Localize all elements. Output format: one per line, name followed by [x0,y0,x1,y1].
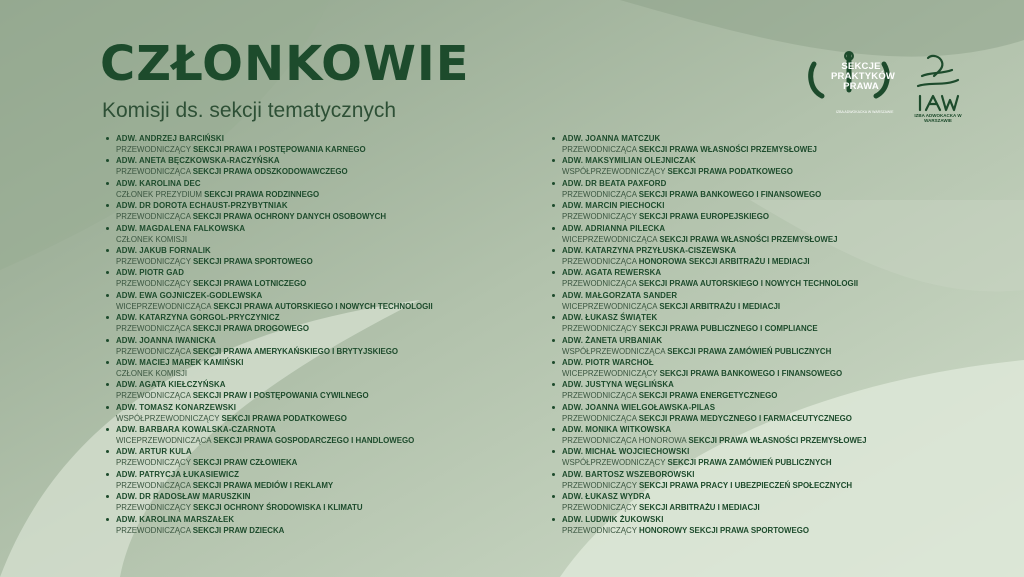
member-role [116,481,333,491]
member-name: ADW. JOANNA IWANICKA [116,335,216,345]
bullet-icon [552,383,555,386]
sections-logo-text: SEKCJE PRAKTYKÓW PRAWA [831,61,896,92]
member-entry [106,179,526,201]
bullet-icon [552,518,555,521]
member-section: SEKCJI PRAWA I POSTĘPOWANIA KARNEGO [193,145,366,154]
member-role-title: PRZEWODNICZĄCY [116,256,191,266]
member-name: ADW. AGATA KIEŁCZYŃSKA [116,380,226,390]
member-entry [106,291,526,313]
bullet-icon [552,428,555,431]
bullet-icon [552,406,555,409]
member-section: SEKCJI PRAWA BANKOWEGO I FINANSOWEGO [638,189,822,199]
member-role-title: CZŁONEK KOMISJI [116,234,188,244]
member-role-title: WSPÓŁPRZEWODNICZĄCY [116,413,220,423]
bullet-icon [106,316,109,319]
member-role-title: PRZEWODNICZĄCA [116,346,191,356]
member-role-title: PRZEWODNICZĄCY [562,212,637,222]
member-entry [552,336,972,358]
member-name: ADW. ŁUKASZ ŚWIĄTEK [562,313,658,323]
bullet-icon [552,294,555,297]
member-name: ADW. PIOTR WARCHOŁ [562,357,654,367]
member-name: ADW. PATRYCJA ŁUKASIEWICZ [116,469,240,479]
member-name: ADW. MONIKA WITKOWSKA [562,425,672,435]
member-role [116,503,363,513]
member-name: ADW. MARCIN PIECHOCKI [562,201,665,211]
member-role-title: PRZEWODNICZĄCA [562,391,637,401]
member-entry [106,313,526,335]
member-section: SEKCJI PRAWA WŁASNOŚCI PRZEMYSŁOWEJ [688,436,867,446]
member-name: ADW. JAKUB FORNALIK [116,245,211,255]
member-section: SEKCJI PRAWA BANKOWEGO I FINANSOWEGO [659,368,843,378]
bullet-icon [552,204,555,207]
bullet-icon [106,227,109,230]
member-role [116,458,297,468]
member-role-title: WICEPRZEWODNICZĄCY [562,368,658,378]
member-name: ADW. MAŁGORZATA SANDER [562,290,678,300]
member-name: ADW. JOANNA MATCZUK [562,134,661,143]
member-role [116,302,433,312]
member-section: SEKCJI PRAWA ZAMÓWIEŃ PUBLICZNYCH [667,346,832,356]
bullet-icon [552,316,555,319]
member-section: SEKCJI PRAWA LOTNICZEGO [193,279,307,289]
bullet-icon [106,182,109,185]
member-role-title: PRZEWODNICZĄCA [116,480,191,490]
member-entry [552,492,972,514]
member-entry [552,179,972,201]
member-name: ADW. MAKSYMILIAN OLEJNICZAK [562,156,696,166]
member-section: SEKCJI PRAWA SPORTOWEGO [193,256,313,266]
member-role [116,167,348,177]
member-role [562,324,818,334]
member-role [562,414,852,424]
member-section: SEKCJI PRAWA PODATKOWEGO [221,413,347,423]
member-section: SEKCJI PRAWA PODATKOWEGO [667,167,793,177]
bullet-icon [552,450,555,453]
member-role [562,526,809,536]
member-role-title: PRZEWODNICZĄCY [116,145,191,154]
member-role [116,212,386,222]
member-name: ADW. MICHAŁ WOJCIECHOWSKI [562,447,690,457]
bullet-icon [106,159,109,162]
member-name: ADW. TOMASZ KONARZEWSKI [116,402,237,412]
member-role-title: PRZEWODNICZĄCA [116,212,191,222]
bullet-icon [552,495,555,498]
member-role-title: PRZEWODNICZĄCY [116,279,191,289]
member-role-title: PRZEWODNICZĄCY [562,503,637,513]
member-role [562,167,793,177]
member-role [562,212,769,222]
member-entry [106,201,526,223]
member-entry [106,492,526,514]
member-role [116,257,313,267]
member-role [562,436,867,446]
member-role [116,391,369,401]
member-name: ADW. BARTOSZ WSZEBOROWSKI [562,469,695,479]
member-section: SEKCJI PRAWA PRACY I UBEZPIECZEŃ SPOŁECZNYCH [639,480,853,490]
member-name: ADW. DR BEATA PAXFORD [562,178,667,188]
member-section: SEKCJI PRAWA AUTORSKIEGO I NOWYCH TECHNOLOGII [638,279,859,289]
member-entry [552,201,972,223]
member-role [562,503,760,513]
member-name: ADW. MAGDALENA FALKOWSKA [116,223,246,233]
member-section: SEKCJI PRAWA ENERGETYCZNEGO [638,391,778,401]
member-role-title: WICEPRZEWODNICZĄCA [116,301,212,311]
member-entry [106,425,526,447]
member-section: SEKCJI PRAWA EUROPEJSKIEGO [639,212,769,222]
member-role-title: WICEPRZEWODNICZĄCA [116,436,212,446]
member-section: SEKCJI PRAWA MEDYCZNEGO I FARMACEUTYCZNEGO [638,413,852,423]
member-section: SEKCJI OCHRONY ŚRODOWISKA I KLIMATU [193,503,363,513]
member-entry [552,224,972,246]
bullet-icon [106,473,109,476]
member-role [562,369,842,379]
member-entry [106,268,526,290]
member-role-title: WSPÓŁPRZEWODNICZĄCA [562,346,666,356]
member-name: ADW. ANETA BĘCZKOWSKA-RACZYŃSKA [116,156,280,166]
member-role [562,235,837,245]
member-section: SEKCJI ARBITRAŻU I MEDIACJI [639,503,760,513]
member-name: ADW. PIOTR GAD [116,268,185,278]
member-entry [552,403,972,425]
member-entry [106,246,526,268]
bullet-icon [552,159,555,162]
member-role-title: PRZEWODNICZĄCA [116,525,191,535]
member-role [116,190,319,200]
bullet-icon [106,361,109,364]
member-role-title: CZŁONEK KOMISJI [116,368,188,378]
member-role-title: PRZEWODNICZĄCA [562,413,637,423]
member-section: SEKCJI PRAW I POSTĘPOWANIA CYWILNEGO [192,391,369,401]
member-name: ADW. JUSTYNA WĘGLIŃSKA [562,380,674,390]
member-role [562,145,817,155]
bullet-icon [552,182,555,185]
member-name: ADW. KAROLINA MARSZAŁEK [116,514,235,524]
member-section: SEKCJI PRAWA AUTORSKIEGO I NOWYCH TECHNOLOGII [213,301,433,311]
member-role-title: WSPÓŁPRZEWODNICZĄCY [562,458,666,468]
member-name: ADW. EWA GOJNICZEK-GODLEWSKA [116,290,263,300]
member-name: ADW. KATARZYNA GORGOL-PRYCZYNICZ [116,313,280,323]
member-role-title: PRZEWODNICZĄCA [116,324,191,334]
member-entry [552,515,972,537]
member-entry [106,156,526,178]
member-role [562,190,821,200]
member-role [116,279,306,289]
bullet-icon [552,339,555,342]
bullet-icon [106,249,109,252]
member-role [562,347,831,357]
bullet-icon [106,450,109,453]
bullet-icon [106,383,109,386]
member-entry [106,380,526,402]
members-list-right [552,134,972,537]
member-role-title: PRZEWODNICZĄCY [562,480,637,490]
member-entry [552,246,972,268]
member-role-title: PRZEWODNICZĄCY [562,525,637,535]
member-role [116,347,398,357]
member-role [116,526,284,536]
member-entry [552,425,972,447]
bullet-icon [106,137,109,140]
member-section: SEKCJI PRAWA RODZINNEGO [204,189,320,199]
member-role [562,391,777,401]
member-role-title: PRZEWODNICZĄCA [562,189,637,199]
member-entry [106,447,526,469]
iaw-logo-subtitle: IZBA ADWOKACKA W WARSZAWIE [914,113,962,123]
bullet-icon [106,495,109,498]
bullet-icon [106,271,109,274]
member-section: SEKCJI PRAWA WŁASNOŚCI PRZEMYSŁOWEJ [638,145,817,154]
member-section: SEKCJI PRAW CZŁOWIEKA [193,458,298,468]
bullet-icon [552,361,555,364]
member-section: SEKCJI PRAW DZIECKA [192,525,285,535]
member-role-title: PRZEWODNICZĄCA HONOROWA [562,436,687,446]
member-role [562,302,780,312]
member-name: ADW. AGATA REWERSKA [562,268,662,278]
member-name: ADW. JOANNA WIELGOŁAWSKA-PILAS [562,402,716,412]
member-role-title: PRZEWODNICZĄCY [116,503,191,513]
member-role [116,145,366,155]
member-name: ADW. ARTUR KULA [116,447,192,457]
member-role [116,436,414,446]
member-entry [552,358,972,380]
member-role-title: WSPÓŁPRZEWODNICZĄCY [562,167,666,177]
member-role-title: CZŁONEK PREZYDIUM [116,189,202,199]
member-section: SEKCJI PRAWA GOSPODARCZEGO I HANDLOWEGO [213,436,415,446]
bullet-icon [552,137,555,140]
bullet-icon [106,339,109,342]
bullet-icon [552,473,555,476]
member-role [562,257,810,267]
member-entry [552,313,972,335]
member-entry [106,336,526,358]
member-section: HONOROWA SEKCJI ARBITRAŻU I MEDIACJI [638,256,810,266]
member-entry [106,515,526,537]
member-entry [552,380,972,402]
member-role [562,481,852,491]
bullet-icon [552,227,555,230]
member-name: ADW. LUDWIK ŻUKOWSKI [562,514,664,524]
page-subtitle: Komisji ds. sekcji tematycznych [102,99,397,122]
member-role [116,414,347,424]
member-name: ADW. ŻANETA URBANIAK [562,335,663,345]
member-section: SEKCJI PRAWA AMERYKAŃSKIEGO I BRYTYJSKIEGO [192,346,399,356]
member-entry [552,447,972,469]
member-entry [552,291,972,313]
bullet-icon [106,428,109,431]
member-role-title: PRZEWODNICZĄCY [116,458,191,468]
member-entry [106,224,526,246]
member-role-title: PRZEWODNICZĄCY [562,324,637,334]
member-entry [552,268,972,290]
bullet-icon [106,406,109,409]
member-role-title: WICEPRZEWODNICZĄCA [562,301,658,311]
member-role [116,235,187,245]
member-role-title: PRZEWODNICZĄCA [562,256,637,266]
bullet-icon [552,249,555,252]
member-section: SEKCJI PRAWA MEDIÓW I REKLAMY [192,480,334,490]
member-role-title: PRZEWODNICZĄCA [116,391,191,401]
member-name: ADW. BARBARA KOWALSKA-CZARNOTA [116,425,276,435]
member-section: SEKCJI PRAWA OCHRONY DANYCH OSOBOWYCH [192,212,387,222]
member-section: SEKCJI PRAWA DROGOWEGO [192,324,310,334]
sections-logo-small-text: IZBA ADWOKACKA W WARSZAWIE [836,110,894,114]
page-title: CZŁONKOWIE [100,36,470,92]
member-name: ADW. DR RADOSŁAW MARUSZKIN [116,492,251,502]
member-entry [106,134,526,156]
member-name: ADW. ADRIANNA PILECKA [562,223,666,233]
member-entry [552,470,972,492]
member-name: ADW. KAROLINA DEC [116,178,201,188]
member-role [116,324,309,334]
member-role-title: PRZEWODNICZĄCA [562,279,637,289]
member-role-title: PRZEWODNICZĄCA [562,145,637,154]
member-entry [552,134,972,156]
member-section: SEKCJI PRAWA PUBLICZNEGO I COMPLIANCE [639,324,818,334]
member-section: HONOROWY SEKCJI PRAWA SPORTOWEGO [639,525,809,535]
member-name: ADW. DR DOROTA ECHAUST-PRZYBYTNIAK [116,201,288,211]
member-name: ADW. ŁUKASZ WYDRA [562,492,651,502]
member-name: ADW. ANDRZEJ BARCIŃSKI [116,134,224,143]
bullet-icon [106,294,109,297]
member-section: SEKCJI PRAWA ODSZKODOWAWCZEGO [192,167,348,177]
member-name: ADW. KATARZYNA PRZYŁUSKA-CISZEWSKA [562,245,737,255]
member-entry [106,358,526,380]
member-role-title: WICEPRZEWODNICZĄCA [562,234,658,244]
bullet-icon [106,518,109,521]
member-entry [106,403,526,425]
member-section: SEKCJI PRAWA WŁASNOŚCI PRZEMYSŁOWEJ [659,234,838,244]
bullet-icon [552,271,555,274]
member-role [562,458,832,468]
members-list-left [106,134,526,537]
member-entry [106,470,526,492]
member-name: ADW. MACIEJ MAREK KAMIŃSKI [116,357,244,367]
member-entry [552,156,972,178]
member-role [562,279,858,289]
bullet-icon [106,204,109,207]
member-role [116,369,187,379]
member-section: SEKCJI ARBITRAŻU I MEDIACJI [659,301,781,311]
member-role-title: PRZEWODNICZĄCA [116,167,191,177]
member-section: SEKCJI PRAWA ZAMÓWIEŃ PUBLICZNYCH [667,458,832,468]
